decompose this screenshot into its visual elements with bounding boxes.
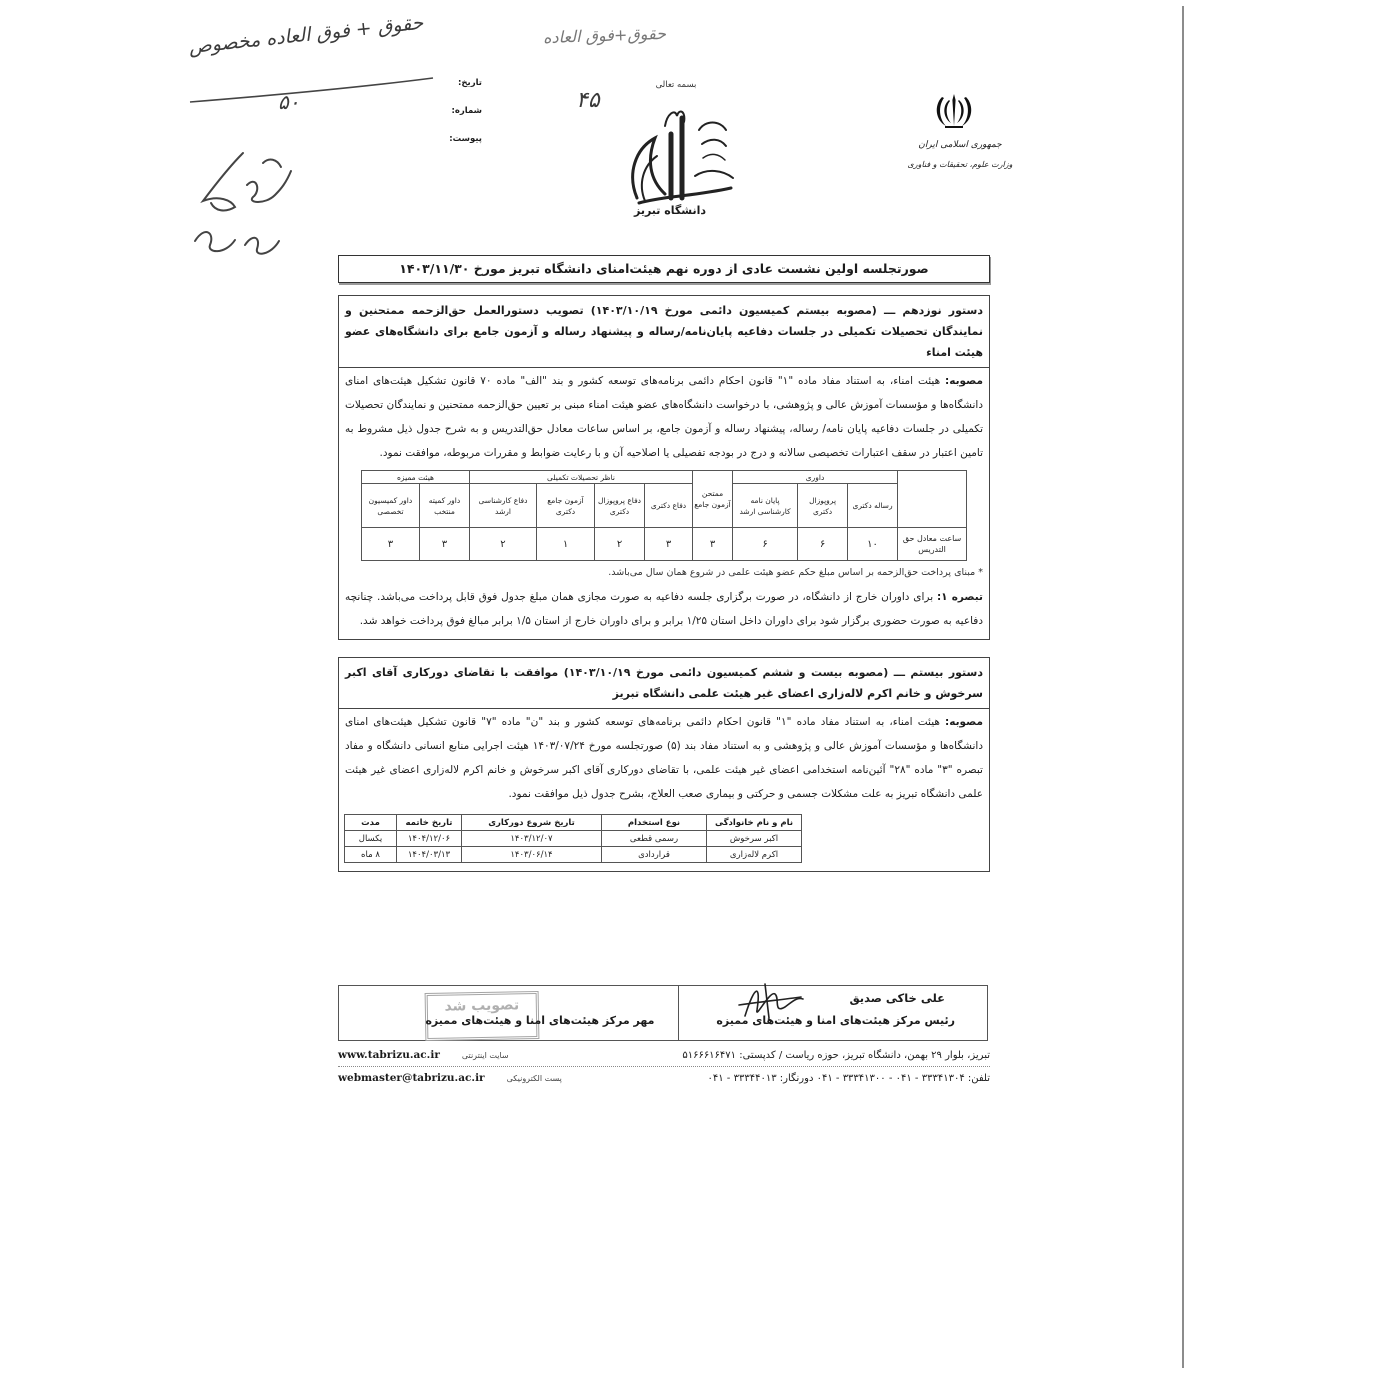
hours-cell: ۳ [419,528,469,561]
handwritten-note-top-center: حقوق+فوق العاده [542,23,667,48]
hours-cell: ۳ [361,528,419,561]
hours-cell: ۳ [645,528,693,561]
hours-cell: ۱ [537,528,595,561]
group-header-board: هیئت ممیزه [361,471,469,484]
table-row [345,831,802,847]
stamp-label: مهر مرکز هیئت‌های امنا و هیئت‌های ممیزه [425,1014,655,1027]
table-row [345,847,802,863]
stamp-block [339,986,678,1040]
document-meta-fields [420,76,482,160]
column-header: تاریخ شروع دورکاری [462,815,602,831]
group-header-review: داوری [733,471,898,484]
website-text: www.tabrizu.ac.ir [338,1049,440,1061]
agenda-sections [338,295,990,872]
end-date: ۱۴۰۴/۰۳/۱۳ [397,847,462,863]
country-name: جمهوری اسلامی ایران [918,140,1002,150]
fee-table [361,470,967,561]
document-title: صورتجلسه اولین نشست عادی از دوره نهم هیئت‌امنای دانشگاه تبریز مورخ ۱۴۰۳/۱۱/۳۰ [338,255,990,283]
column-header: نوع استخدام [602,815,707,831]
ministry-name: وزارت علوم، تحقیقات و فناوری [907,160,1013,169]
group-header-supervision: ناظر تحصیلات تکمیلی [469,471,692,484]
agenda-item-19 [338,295,990,640]
column-header: پروپوزال دکتری [798,484,848,528]
table-corner-cell [898,471,967,528]
agenda-heading: دستور بیستم ـــ (مصوبه بیست و ششم کمیسیون دائمی مورخ ۱۴۰۳/۱۰/۱۹) موافقت با تقاضای دورکاری آقای اکبر سرخوش و خانم اکرم لاله‌زاری اعضای غیر هیئت علمی دانشگاه تبریز [339,658,989,709]
employment-type: رسمی قطعی [602,831,707,847]
agenda-heading: دستور نوزدهم ـــ (مصوبه بیستم کمیسیون دائمی مورخ ۱۴۰۳/۱۰/۱۹) تصویب دستورالعمل حق‌الزحمه ممتحنین و نمایندگان تحصیلات تکمیلی در جلسات دفاعیه پایان‌نامه/رساله و پیشنهاد رساله و آزمون جامع برای دانشگاه‌های عضو هیئت امناء [339,296,989,368]
signatory-block [678,986,987,1040]
note-paragraph [339,585,989,639]
column-header: آزمون جامع دکتری [537,484,595,528]
hours-cell: ۶ [798,528,848,561]
signatory-name: علی خاکی صدیق [849,991,945,1005]
attachment-label: پیوست: [449,134,482,144]
email-text: webmaster@tabrizu.ac.ir [338,1072,485,1084]
end-date: ۱۴۰۴/۱۲/۰۶ [397,831,462,847]
contact-row-phone [338,1067,990,1089]
employment-type: قراردادی [602,847,707,863]
column-header: داور کمیته منتخب [419,484,469,528]
note-text: برای داوران خارج از دانشگاه، در صورت برگزاری جلسه دفاعیه به صورت مجازی همان مبلغ جدول فوق قابل پرداخت می‌باشد. چنانچه دفاعیه به صورت حضوری برگزار شود برای داوران داخل استان ۱/۲۵ برابر و برای داوران خارج از استان ۱/۵ برابر مبالغ فوق پرداخت خواهد شد. [345,591,983,627]
resolution-paragraph [339,709,989,806]
resolution-label: مصوبه: [945,375,983,387]
resolution-paragraph [339,368,989,465]
duration: یکسال [345,831,397,847]
column-header: دفاع پروپوزال دکتری [595,484,645,528]
email-label: پست الکترونیکی [506,1073,562,1083]
resolution-text: هیئت امناء، به استناد مفاد ماده "۱" قانون احکام دائمی برنامه‌های توسعه کشور و بند "ن" ماده "۷" قانون تشکیل هیئت‌های امنای دانشگاه‌ها و مؤسسات آموزش عالی و پژوهشی و به استناد مفاد بند (۵) صورتجلسه مورخ ۱۴۰۳/۰۷/۲۴ هیئت اجرایی منابع انسانی دانشگاه و مفاد تبصره "۳" ماده "۲۸" آئین‌نامه استخدامی اعضای غیر هیئت علمی، با تقاضای دورکاری آقای اکبر سرخوش و خانم اکرم لاله‌زاری اعضای غیر هیئت علمی دانشگاه تبریز به علت مشکلات جسمی و حرکتی و بیماری صعب العلاج، بشرح جدول ذیل موافقت نمود. [345,716,983,800]
column-header: نام و نام خانوادگی [707,815,802,831]
hours-cell: ۶ [733,528,798,561]
column-header: دفاع کارشناسی ارشد [469,484,536,528]
hours-cell: ۳ [693,528,733,561]
hours-cell: ۲ [469,528,536,561]
row-label: ساعت معادل حق التدریس [898,528,967,561]
note-label: تبصره ۱: [936,591,984,603]
date-label: تاریخ: [458,78,482,88]
agenda-item-20 [338,657,990,872]
website-group [338,1049,509,1061]
handwritten-number-left: ۵۰ [278,90,300,114]
column-header: ممتحن آزمون جامع [693,471,733,528]
handwritten-note-top-left: حقوق + فوق العاده مخصوص [187,11,425,59]
handwritten-underline [185,70,440,110]
resolution-text: هیئت امناء، به استناد مفاد ماده "۱" قانون احکام دائمی برنامه‌های توسعه کشور و بند "الف" ماده ۷۰ قانون تشکیل هیئت‌های امنای دانشگاه‌ها و مؤسسات آموزش عالی و پژوهشی، با درخواست دانشگاه‌های عضو هیئت امناء مبنی بر تعیین حق‌الزحمه ممتحنین و نمایندگان تحصیلات تکمیلی در جلسات دفاعیه پایان نامه/ رساله، پیشنهاد رساله و آزمون جامع، بر اساس ساعات معادل حق‌التدریس و به شرح جدول ذیل مشروط به تامین اعتبار در سقف اعتبارات تخصیصی سالانه و درج در بودجه تفصیلی یا اصلاحیه آن و با رعایت ضوابط و مقررات مربوطه، موافقت نمود. [345,375,983,459]
handwritten-margin-scribble [185,145,305,270]
university-logo-icon [625,104,740,209]
hours-cell: ۲ [595,528,645,561]
start-date: ۱۴۰۳/۱۲/۰۷ [462,831,602,847]
iran-emblem-icon [932,92,976,130]
start-date: ۱۴۰۳/۰۶/۱۴ [462,847,602,863]
column-header: داور کمیسیون تخصصی [361,484,419,528]
contact-info [338,1044,990,1089]
column-header: تاریخ خاتمه [397,815,462,831]
signature-footer [338,985,988,1041]
employee-name: اکرم لاله‌زاری [707,847,802,863]
contact-row-address [338,1044,990,1067]
remote-work-table [344,814,802,863]
column-header: دفاع دکتری [645,484,693,528]
employee-name: اکبر سرخوش [707,831,802,847]
scan-page-edge [1182,6,1184,1368]
column-header: رساله دکتری [848,484,898,528]
bismillah-text: بسمه تعالی [655,80,697,90]
phone-text: تلفن: ۳۳۳۴۱۳۰۴ - ۰۴۱ - ۳۳۳۴۱۳۰۰ - ۰۴۱ دورنگار: ۳۳۳۴۴۰۱۳ - ۰۴۱ [707,1072,990,1084]
column-header: پایان نامه کارشناسی ارشد [733,484,798,528]
signatory-title: رئیس مرکز هیئت‌های امنا و هیئت‌های ممیزه [716,1014,955,1027]
column-header: مدت [345,815,397,831]
handwritten-number-center: ۴۵ [576,88,600,113]
number-label: شماره: [451,106,482,116]
address-text: تبریز، بلوار ۲۹ بهمن، دانشگاه تبریز، حوزه ریاست / کدپستی: ۵۱۶۶۶۱۶۴۷۱ [682,1049,990,1061]
email-group [338,1072,562,1084]
payment-basis-footnote: * مبنای پرداخت حق‌الزحمه بر اساس مبلغ حکم عضو هیئت علمی در شروع همان سال می‌باشد. [608,567,983,578]
website-label: سایت اینترنتی [461,1050,509,1060]
hours-cell: ۱۰ [848,528,898,561]
resolution-label: مصوبه: [945,716,983,728]
stamp-text: تصویب شد [444,997,520,1015]
university-name: دانشگاه تبریز [633,204,707,217]
duration: ۸ ماه [345,847,397,863]
